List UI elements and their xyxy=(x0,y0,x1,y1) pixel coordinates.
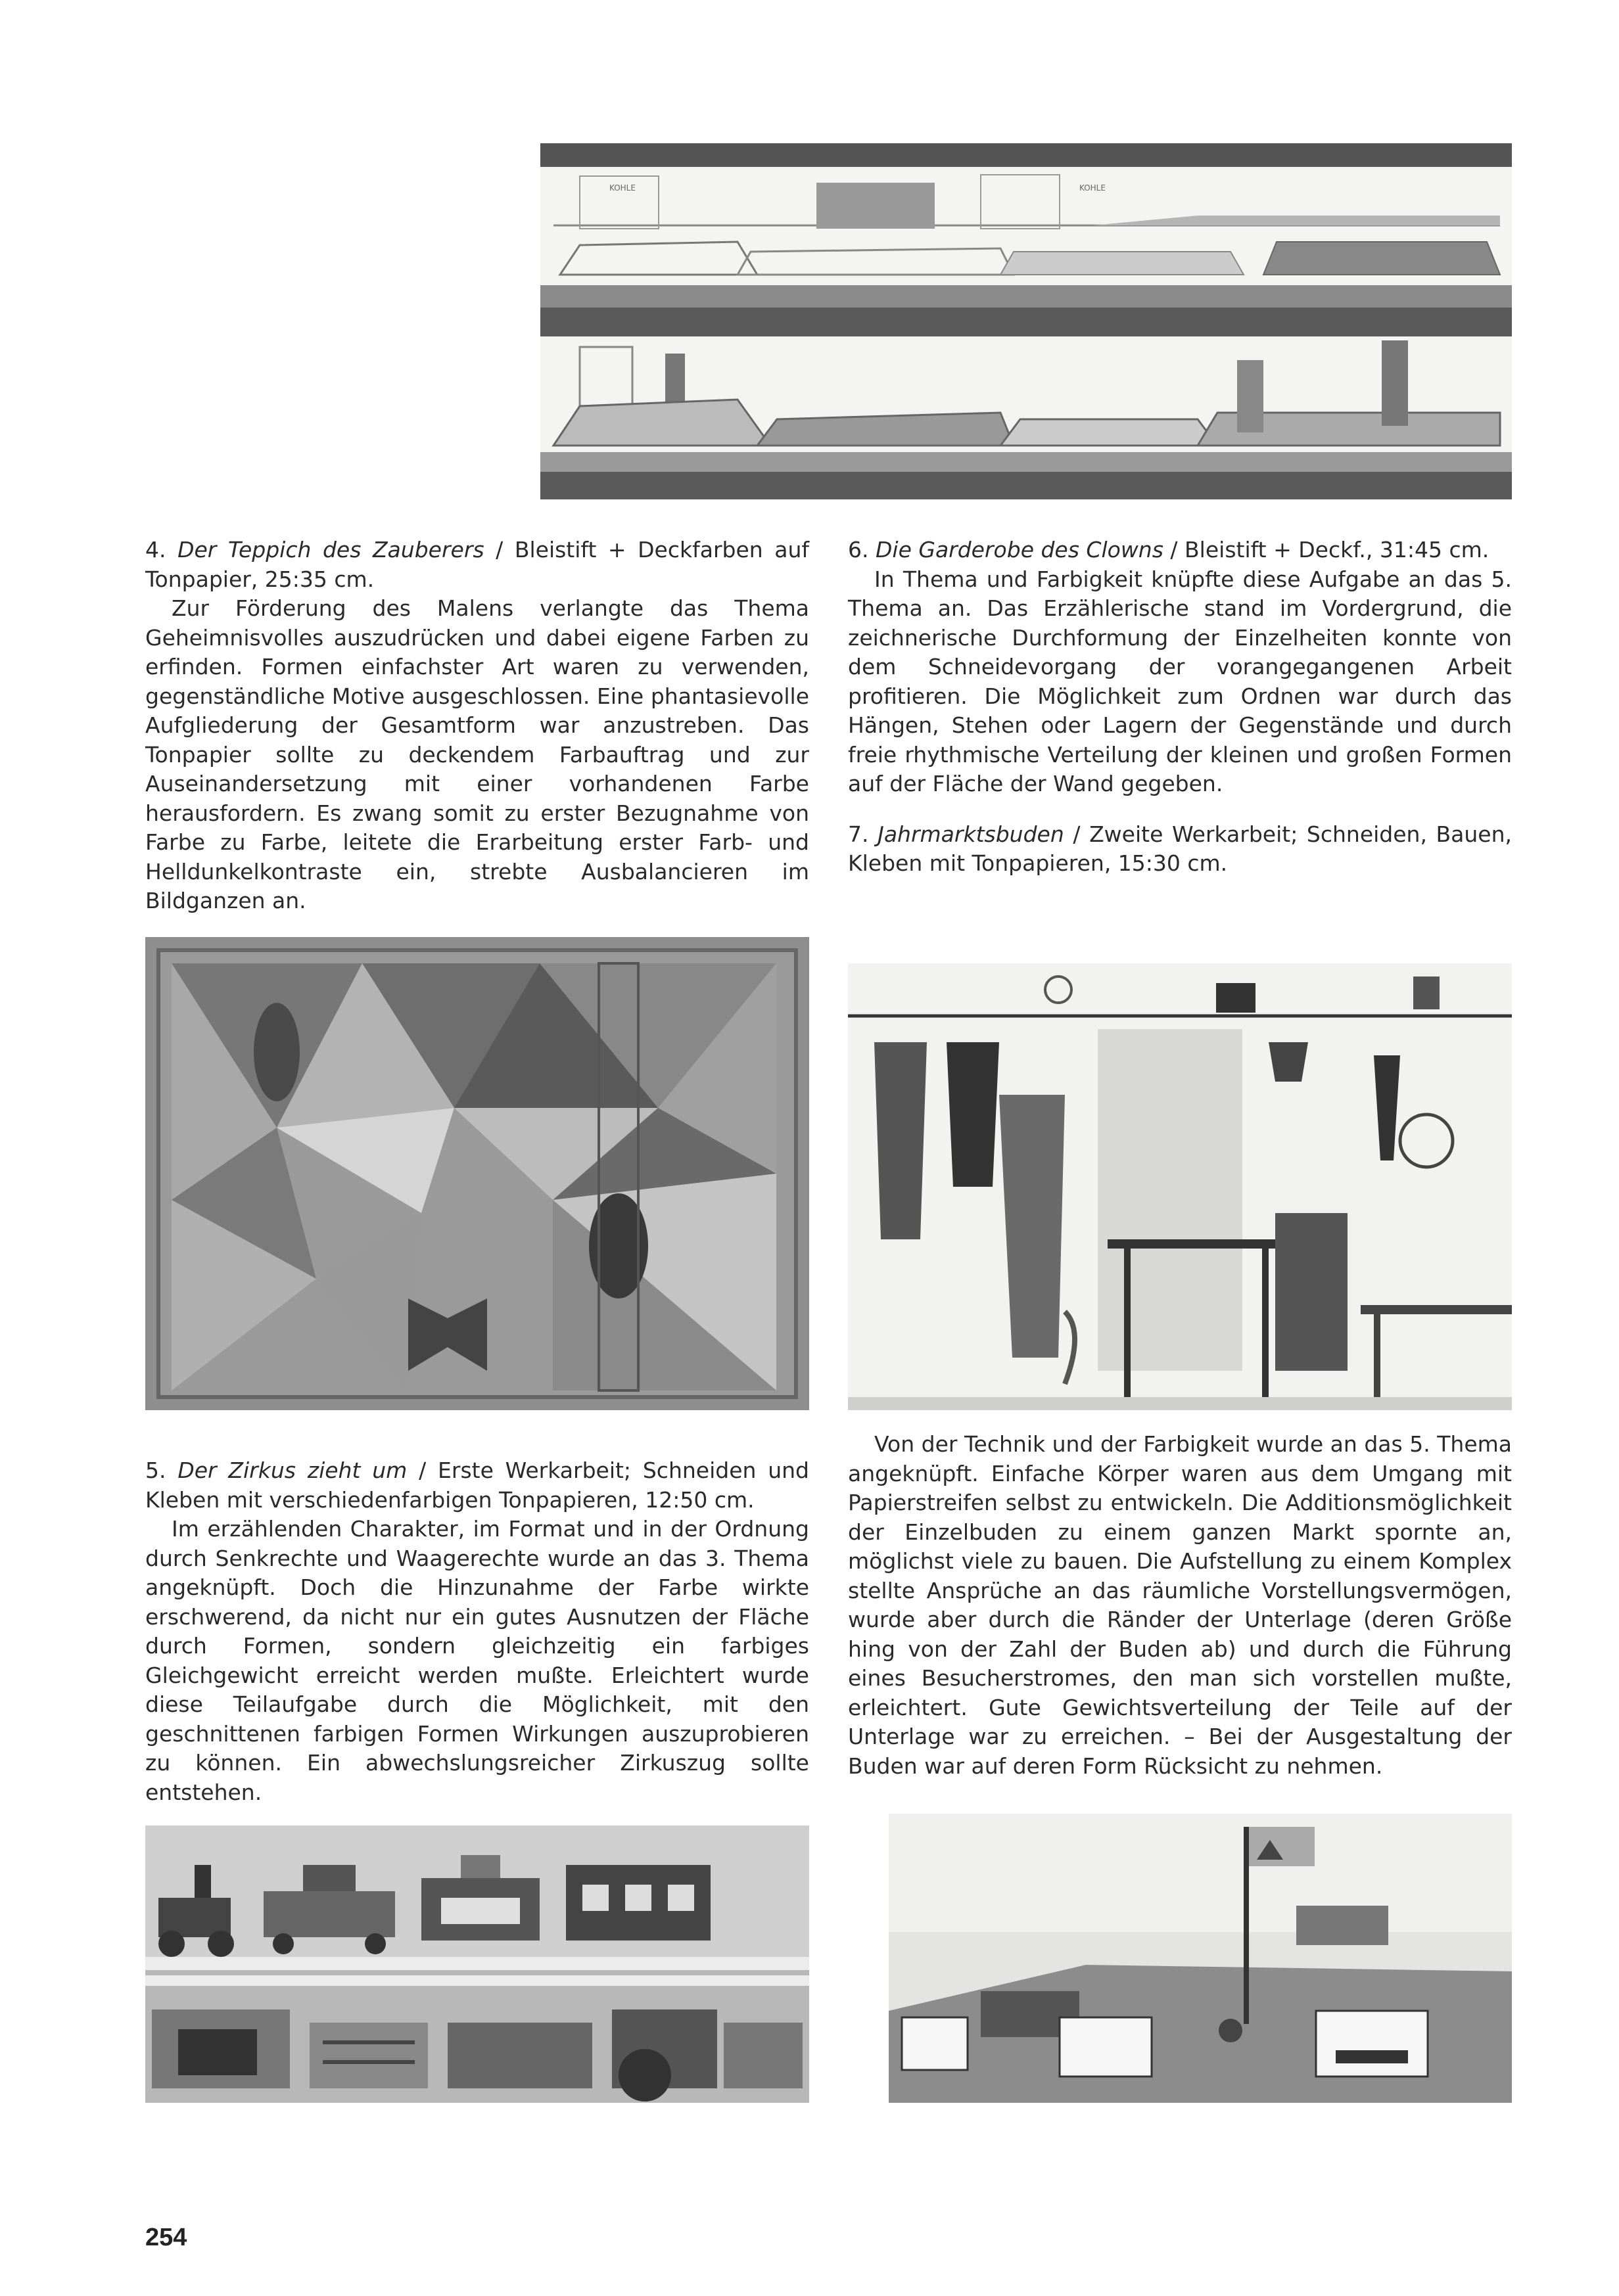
fig4-caption xyxy=(145,536,809,594)
fig5-technique: Erste Werkarbeit; Schneiden und Kleben mit verschiedenfarbigen Tonpapieren, 12:50 cm. xyxy=(145,1458,809,1513)
fig6-paragraph: In Thema und Farbigkeit knüpfte diese Aufgabe an das 5. Thema an. Das Erzählerische stand im Vordergrund, die zeichnerische Durchformung der Einzelheiten konnte von dem Schneidevorgang der vorangegangenen Arbeit profitieren. Die Möglichkeit zum Ordnen war durch das Hängen, Stehen oder Lagern der Gegenstände und durch freie rhythmische Verteilung der kleinen und großen Formen auf der Fläche der Wand gegeben. xyxy=(848,566,1512,796)
fig7-technique: Zweite Werkarbeit; Schneiden, Bauen, Kleben mit Tonpapieren, 15:30 cm. xyxy=(848,821,1513,876)
clown-wardrobe-svg xyxy=(848,963,1512,1410)
harbor-drawing-svg xyxy=(540,143,1512,499)
clown-wardrobe-drawing xyxy=(848,963,1512,1410)
fig6-separator: / xyxy=(1170,537,1178,563)
circus-train-collage xyxy=(145,1825,809,2103)
harbor-sign-1: KOHLE xyxy=(609,183,636,193)
page-number: 254 xyxy=(145,2224,187,2251)
circus-train-svg xyxy=(145,1825,809,2103)
fig4-number: 4. xyxy=(145,537,166,563)
fig7-separator: / xyxy=(1073,821,1081,847)
harbor-sign-2: KOHLE xyxy=(1079,183,1106,193)
fig5-caption xyxy=(145,1456,809,1515)
fig7-caption xyxy=(848,820,1512,879)
fig7-paragraph: Von der Technik und der Farbigkeit wurde an das 5. Thema angeknüpft. Einfache Körper waren aus dem Umgang mit Papierstreifen selbst zu entwickeln. Die Additionsmöglichkeit der Einzelbuden zu einem ganzen Markt spornte an, möglichst viele zu bauen. Die Aufstellung zu einem Komplex stellte Ansprüche an das räumliche Vorstellungsvermögen, wurde aber durch die Ränder der Unterlage (deren Größe hing von der Zahl der Buden ab) und durch die Führung eines Besucherstromes, den man sich vorstellen mußte, erleichtert. Gute Gewichtsverteilung der Teile auf der Unterlage war zu erreichen. – Bei der Ausgestaltung der Buden war auf deren Form Rücksicht zu nehmen. xyxy=(848,1431,1512,1779)
fig6-number: 6. xyxy=(848,537,869,563)
fig7-text-block xyxy=(848,1430,1512,1781)
fig5-paragraph: Im erzählenden Charakter, im Format und in der Ordnung durch Senkrechte und Waagerechte wurde an das 3. Thema angeknüpft. Doch die Hinzunahme der Farbe wirkte erschwerend, da nicht nur ein gutes Ausnutzen der Fläche durch Formen, sondern gleichzeitig ein farbiges Gleichgewicht erreicht werden mußte. Erleichtert wurde diese Teilaufgabe durch die Möglichkeit, mit den geschnittenen farbigen Formen Wirkungen auszuprobieren zu können. Ein abwechslungsreicher Zirkuszug sollte entstehen. xyxy=(145,1516,809,1805)
fig4-separator: / xyxy=(496,537,504,563)
fig5-title: Der Zirkus zieht um xyxy=(177,1458,408,1483)
fig7-title: Jahrmarktsbuden xyxy=(878,821,1064,847)
fair-booths-svg xyxy=(889,1814,1512,2103)
fig4-title: Der Teppich des Zauberers xyxy=(177,537,484,563)
fig6-technique: Bleistift + Deckf., 31:45 cm. xyxy=(1185,537,1490,563)
fig4-technique: Bleistift + Deckfarben auf Tonpapier, 25:35 cm. xyxy=(145,537,809,592)
fig6-text-block xyxy=(848,536,1512,879)
fig4-text-block xyxy=(145,536,809,916)
fig4-paragraph: Zur Förderung des Malens verlangte das Thema Geheimnisvolles auszudrücken und dabei eigene Farben zu erfinden. Formen einfachster Art waren zu verwenden, gegenständliche Motive ausgeschlossen. Eine phantasievolle Aufgliederung der Gesamtform war anzustreben. Das Tonpapier sollte zu deckendem Farbauftrag und zur Auseinandersetzung mit einer vorhandenen Farbe herausfordern. Es zwang somit zu erster Bezugnahme von Farbe zu Farbe, leitete die Erarbeitung erster Farb- und Helldunkelkontraste ein, strebte Ausbalancieren im Bildganzen an. xyxy=(145,595,809,913)
fig5-separator: / xyxy=(419,1458,427,1483)
harbor-drawing-figure xyxy=(540,143,1512,499)
fig7-number: 7. xyxy=(848,821,869,847)
magician-carpet-painting xyxy=(145,937,809,1410)
fig5-text-block xyxy=(145,1456,809,1807)
fig6-caption xyxy=(848,536,1512,565)
magician-carpet-svg xyxy=(145,937,809,1410)
fair-booths-photo xyxy=(889,1814,1512,2103)
fig5-number: 5. xyxy=(145,1458,166,1483)
fig6-title: Die Garderobe des Clowns xyxy=(876,537,1163,563)
